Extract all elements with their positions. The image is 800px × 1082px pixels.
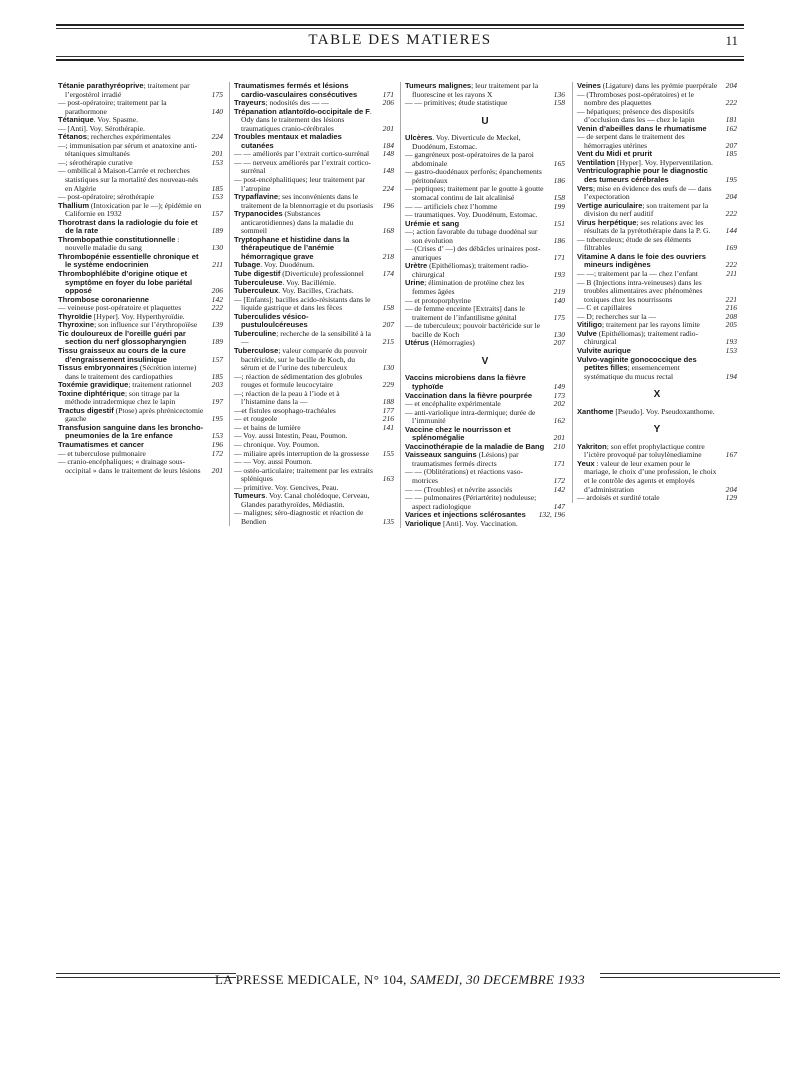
- index-entry-page: 174: [382, 269, 394, 279]
- index-entry-text: —; réaction de la peau à l’iode et à l’histamine dans la —: [234, 388, 340, 407]
- index-entry: [405, 228, 565, 245]
- index-entry-page: 211: [726, 269, 737, 279]
- index-entry: [58, 407, 223, 424]
- index-entry-page: 208: [725, 311, 737, 321]
- index-entry-page: 132, 196: [538, 510, 565, 520]
- index-entry: [234, 390, 394, 407]
- index-entry: [234, 313, 394, 330]
- index-entry-text: Tissus embryonnaires (Sécrétion interne) dans le traitement des cardiopathies: [58, 363, 197, 381]
- index-entry-page: 157: [211, 354, 223, 364]
- index-entry-text: Tuberculose; valeur comparée du pouvoir bactéricide, sur le bacille de Koch, du sérum et de l’urine des tuberculeux: [234, 345, 368, 373]
- index-entry: [234, 133, 394, 150]
- index-entry-text: — — Voy. aussi Poumon.: [234, 457, 313, 467]
- index-entry-text: —; immunisation par sérum et anatoxine anti-tétaniques simultanés: [58, 140, 198, 159]
- index-entry: [405, 374, 565, 391]
- index-entry: [58, 390, 223, 407]
- index-entry: [405, 185, 565, 202]
- index-entry: [405, 262, 565, 279]
- index-entry-page: 148: [382, 149, 394, 159]
- index-entry-text: Vaccinothérapie de la maladie de Bang: [405, 441, 545, 451]
- footer-journal: LA PRESSE MEDICALE,: [214, 972, 361, 987]
- index-entry: [234, 193, 394, 210]
- index-entry-page: 193: [553, 269, 565, 279]
- index-entry-text: Thrombose coronarienne: [58, 294, 149, 304]
- index-entry-page: 186: [553, 235, 565, 245]
- index-entry-page: 172: [553, 475, 565, 485]
- index-entry-text: — de serpent dans le traitement des hémorragies utérines: [577, 132, 685, 150]
- index-entry-page: 153: [211, 157, 223, 167]
- index-entry-text: Thorotrast dans la radiologie du foie et de la rate: [58, 217, 198, 236]
- index-entry-text: Vaccins microbiens dans la fièvre typhoïde: [405, 373, 526, 391]
- index-entry-text: Thyroïdie [Hyper]. Voy. Hyperthyroïdie.: [58, 311, 185, 321]
- index-entry-page: 144: [725, 226, 737, 236]
- index-entry-text: Tubage. Voy. Duodénum.: [234, 260, 315, 270]
- index-entry: [405, 322, 565, 339]
- index-entry: [58, 330, 223, 347]
- index-entry-text: — D; recherches sur la —: [577, 311, 657, 321]
- index-entry-page: 204: [725, 81, 737, 90]
- index-entry-text: Varices et injections sclérosantes: [405, 510, 526, 520]
- index-entry-text: Vertige auriculaire; son traitement par la division du nerf auditif: [577, 200, 709, 219]
- index-entry: [234, 108, 394, 134]
- index-entry-text: —; réaction de sédimentation des globules rouges et formule leucocytaire: [234, 371, 363, 390]
- index-entry-text: Vitiligo; traitement par les rayons limite: [577, 320, 700, 330]
- index-entry-text: Trépanation atlantoïdo-occipitale de F. Ody dans le traitement des lésions traumatiques cranio-cérébrales: [234, 106, 372, 133]
- index-entry-page: 171: [553, 458, 565, 468]
- index-entry-text: — [Enfants]; bacilles acido-résistants dans le liquide gastrique et dans les fèces: [234, 294, 371, 313]
- index-entry-page: 196: [211, 439, 223, 449]
- index-entry: [577, 108, 737, 125]
- index-entry-text: Vulvo-vaginite gonococcique des petites filles; ensemencement systématique du mucus rectal: [577, 354, 697, 381]
- index-entry: [58, 219, 223, 236]
- index-entry-page: 169: [725, 243, 737, 253]
- index-entry-page: 195: [211, 414, 223, 424]
- index-entry-page: 162: [553, 416, 565, 426]
- index-entry: [577, 202, 737, 219]
- index-entry-text: — cranio-encéphaliques; « drainage sous-occipital » dans le traitement de leurs lésions: [58, 457, 201, 475]
- index-entry: [58, 236, 223, 253]
- index-entry-page: 201: [553, 433, 565, 443]
- index-entry: [405, 134, 565, 151]
- index-entry: [405, 99, 565, 108]
- index-entry: [405, 168, 565, 185]
- index-entry: [577, 356, 737, 382]
- index-entry-text: — et protoporphyrine: [405, 295, 471, 305]
- index-entry-text: Vulve (Epithéliomas); traitement radio-chirurgical: [577, 328, 699, 347]
- index-entry-page: 153: [725, 345, 737, 355]
- index-entry-text: Toxémie gravidique; traitement rationnel: [58, 380, 192, 390]
- index-entry: [405, 409, 565, 426]
- index-entry: [405, 339, 565, 348]
- index-entry-text: Tissu graisseux au cours de la cure d’engraissement insulinique: [58, 345, 186, 364]
- index-entry-page: 201: [211, 149, 223, 159]
- index-entry-text: — — primitives; étude statistique: [405, 98, 508, 108]
- index-entry-page: 222: [211, 303, 223, 313]
- index-entry-page: 153: [211, 192, 223, 202]
- index-entry-text: — — artificiels chez l’homme: [405, 201, 498, 211]
- index-entry-text: — C et capillaires: [577, 303, 632, 313]
- index-entry-page: 175: [553, 312, 565, 322]
- index-entry-page: 219: [553, 287, 565, 297]
- index-entry-page: 158: [553, 98, 565, 108]
- index-entry-page: 147: [553, 501, 565, 511]
- footer-number: N° 104,: [364, 972, 407, 987]
- index-entry: [234, 210, 394, 236]
- index-entry-text: — tuberculeux; étude de ses éléments filtrables: [577, 234, 692, 253]
- index-entry-text: Tuberculine; recherche de la sensibilité à la —: [234, 328, 371, 347]
- index-entry-text: — miliaire après interruption de la grossesse: [234, 448, 369, 458]
- index-entry-page: 216: [382, 414, 394, 424]
- index-entry-text: — ombilical à Maison-Carrée et recherches statistiques sur la mortalité des nouveau-nés en Algérie: [58, 166, 199, 193]
- index-entry-text: Xanthome [Pseudo]. Voy. Pseudoxanthome.: [577, 406, 715, 416]
- index-entry-page: 202: [553, 399, 565, 409]
- index-entry: [58, 347, 223, 364]
- index-entry-text: — anti-variolique intra-dermique; durée de l’immunité: [405, 407, 536, 426]
- index-entry-text: Thrombophlébite d’origine otique et symptôme en foyer du lobe pariétal opposé: [58, 269, 193, 296]
- index-entry: [405, 151, 565, 168]
- index-entry-text: Thallium (Intoxication par le —); épidémie en Californie en 1932: [58, 200, 202, 219]
- index-entry-page: 201: [211, 465, 223, 475]
- index-entry: [58, 424, 223, 441]
- page-number: 11: [725, 33, 738, 48]
- index-entry-text: Yakriton; son effet prophylactique contre l’ictère provoqué par toluylènediamine: [577, 441, 705, 460]
- index-entry: [577, 330, 737, 347]
- index-entry-page: 215: [382, 337, 394, 347]
- index-entry-text: Tumeurs malignes; leur traitement par la fluorescine et les rayons X: [405, 81, 539, 99]
- index-entry-page: 207: [553, 338, 565, 348]
- index-entry: [58, 99, 223, 116]
- index-columns: [58, 82, 748, 762]
- index-entry-page: 224: [382, 183, 394, 193]
- index-entry: [234, 159, 394, 176]
- index-entry-page: 201: [382, 123, 394, 133]
- index-entry-page: 172: [211, 448, 223, 458]
- index-entry-page: 158: [382, 303, 394, 313]
- index-entry-text: Variolique [Anti]. Voy. Vaccination.: [405, 518, 518, 528]
- index-entry-page: 207: [725, 140, 737, 150]
- index-entry-page: 140: [553, 295, 565, 305]
- index-entry-page: 130: [211, 243, 223, 253]
- index-entry-page: 173: [553, 390, 565, 400]
- index-entry-text: — hépatiques; présence des dispositifs d’occlusion dans les — chez le lapin: [577, 106, 695, 125]
- index-entry-page: 130: [553, 329, 565, 339]
- index-entry-text: — Voy. aussi Intestin, Peau, Poumon.: [234, 431, 348, 441]
- page-title: TABLE DES MATIERES: [308, 32, 492, 48]
- index-entry-page: 171: [553, 252, 565, 262]
- index-entry-text: Vitamine A dans le foie des ouvriers mineurs indigènes: [577, 251, 706, 270]
- index-entry: [577, 279, 737, 305]
- index-entry-page: 158: [553, 193, 565, 203]
- section-letter: V: [481, 355, 489, 367]
- index-entry-text: Tumeurs. Voy. Canal cholédoque, Cerveau, Glandes parathyroïdes, Médiastin.: [234, 491, 370, 509]
- index-entry: [234, 236, 394, 262]
- index-entry-page: 157: [211, 209, 223, 219]
- index-entry-page: 188: [382, 397, 394, 407]
- index-entry-text: Tuberculeuse. Voy. Bacillémie.: [234, 277, 337, 287]
- index-entry-text: — post-opératoire; traitement par la parathormone: [58, 98, 167, 116]
- index-entry-text: —; action favorable du tubage duodénal sur son évolution: [405, 227, 538, 245]
- index-column-4: [572, 82, 737, 503]
- index-entry: [234, 492, 394, 509]
- index-column-2: [229, 82, 394, 526]
- index-entry-page: 136: [553, 89, 565, 99]
- index-entry-text: Urémie et sang: [405, 218, 460, 228]
- index-entry-page: 151: [553, 218, 565, 228]
- index-entry-page: 135: [382, 516, 394, 526]
- index-entry-text: — gastro-duodénaux perforés; épanchements péritonéaux: [405, 167, 542, 185]
- index-entry: [577, 253, 737, 270]
- index-entry-text: — — (Oblitérations) et réactions vaso-motrices: [405, 467, 523, 485]
- index-entry-text: — (Thromboses post-opératoires) et le nombre des plaquettes: [577, 89, 694, 108]
- index-entry-page: 129: [725, 493, 737, 503]
- index-entry-page: 210: [553, 441, 565, 451]
- index-entry-page: 168: [382, 226, 394, 236]
- index-entry: [577, 185, 737, 202]
- index-entry: [405, 245, 565, 262]
- index-entry-page: 222: [725, 260, 737, 270]
- index-entry-page: 222: [725, 98, 737, 108]
- index-entry-text: Virus herpétique; ses relations avec les résultats de la pyrétothérapie dans la P. G.: [577, 217, 711, 236]
- index-entry: [234, 347, 394, 373]
- index-entry-page: 204: [725, 484, 737, 494]
- index-entry-text: Vulvite aurique: [577, 345, 631, 355]
- index-entry-text: — — améliorés par l’extrait cortico-surrénal: [234, 149, 370, 159]
- index-entry: [58, 202, 223, 219]
- index-entry: [234, 176, 394, 193]
- index-entry: [58, 82, 223, 99]
- header-rule-top-thin: [56, 28, 744, 29]
- index-entry: [577, 167, 737, 184]
- index-entry-text: — gangréneux post-opératoires de la paroi abdominale: [405, 150, 534, 168]
- index-entry-page: 177: [382, 405, 394, 415]
- index-entry-text: — et tuberculose pulmonaire: [58, 448, 146, 458]
- index-entry-text: — ardoisés et surdité totale: [577, 493, 660, 503]
- index-entry: [577, 408, 737, 417]
- index-entry-text: Tractus digestif (Ptose) après phrénicectomie gauche: [58, 405, 204, 424]
- index-entry: [234, 82, 394, 99]
- index-entry-text: Tétanie parathyréoprive; traitement par l’ergostérol irradié: [58, 81, 190, 99]
- section-letter: Y: [653, 424, 661, 436]
- index-entry-text: —; sérothérapie curative: [58, 157, 133, 167]
- index-entry-text: Trypanocides (Substances anticarotidiennes) dans la maladie du sommeil: [234, 209, 354, 236]
- index-entry-page: 206: [382, 98, 394, 108]
- page-footer: [0, 972, 800, 988]
- index-entry-text: Yeux : valeur de leur examen pour le mariage, le choix d’une profession, le choix et le contrôle des agents et employés d’administration: [577, 458, 717, 494]
- index-entry-page: 148: [382, 166, 394, 176]
- index-entry-page: 149: [553, 381, 565, 391]
- index-entry-text: Tic douloureux de l’oreille guéri par section du nerf glossopharyngien: [58, 328, 187, 347]
- index-entry-text: — [Anti]. Voy. Sérothérapie.: [58, 123, 145, 133]
- index-entry-text: — peptiques; traitement par le goutte à goutte stomacal continu de lait alcalinisé: [405, 184, 544, 203]
- index-entry-page: 193: [725, 337, 737, 347]
- index-entry-text: — de tuberculeux; pouvoir bactéricide sur le bacille de Koch: [405, 321, 540, 339]
- index-entry-page: 142: [211, 294, 223, 304]
- index-entry-text: — et encéphalite expérimentale: [405, 399, 501, 409]
- index-entry: [405, 468, 565, 485]
- index-entry: [58, 142, 223, 159]
- index-entry-page: 206: [211, 286, 223, 296]
- index-entry-page: 185: [725, 149, 737, 159]
- index-entry: [58, 270, 223, 296]
- index-entry: [405, 494, 565, 511]
- index-entry-page: 139: [211, 320, 223, 330]
- index-entry-text: Traumatismes et cancer: [58, 439, 144, 449]
- index-entry: [58, 253, 223, 270]
- index-entry-page: 203: [211, 380, 223, 390]
- index-entry-page: 171: [382, 89, 394, 99]
- index-entry-page: 194: [725, 371, 737, 381]
- section-letter: U: [481, 115, 489, 127]
- index-entry-page: 229: [382, 380, 394, 390]
- index-entry-text: — post-encéphalitiques; leur traitement par l’atropine: [234, 175, 366, 193]
- index-entry-text: — veineuse post-opératoire et plaquettes: [58, 303, 182, 313]
- index-entry: [405, 426, 565, 443]
- index-entry-page: 221: [725, 294, 737, 304]
- index-entry-text: — — (Troubles) et névrite associés: [405, 484, 513, 494]
- index-entry-text: Thrombopathie constitutionnelle : nouvelle maladie du sang: [58, 234, 180, 253]
- index-entry: [405, 451, 565, 468]
- index-entry-text: Vaccination dans la fièvre pourprée: [405, 390, 533, 400]
- index-entry-text: — et bains de lumière: [234, 422, 301, 432]
- header-rule-bottom: [56, 56, 744, 57]
- index-entry: [234, 467, 394, 484]
- index-entry-page: 205: [725, 320, 737, 330]
- index-entry: [405, 520, 565, 529]
- index-entry-text: Vers; mise en évidence des œufs de — dans l’expectoration: [577, 183, 712, 202]
- index-entry: [577, 236, 737, 253]
- index-entry-text: Tube digestif (Diverticule) professionnel: [234, 269, 364, 279]
- index-entry-page: 155: [382, 448, 394, 458]
- index-entry-text: Veines (Ligature) dans les pyémie puerpérale: [577, 81, 718, 90]
- index-entry: [405, 305, 565, 322]
- index-entry-text: Ventriculographie pour le diagnostic des tumeurs cérébrales: [577, 166, 708, 185]
- index-entry-page: 140: [211, 106, 223, 116]
- index-entry-page: 162: [725, 123, 737, 133]
- index-entry: [234, 509, 394, 526]
- index-entry-page: 153: [211, 431, 223, 441]
- index-entry-text: — —; traitement par la — chez l’enfant: [577, 269, 698, 279]
- index-entry-page: 197: [211, 397, 223, 407]
- index-entry: [577, 443, 737, 460]
- index-entry-text: Ulcères. Voy. Diverticule de Meckel, Duodénum, Estomac.: [405, 133, 521, 151]
- index-entry-text: — post-opératoire; sérothérapie: [58, 192, 154, 202]
- index-entry: [234, 373, 394, 390]
- header-rule-top: [56, 24, 744, 26]
- index-entry: [58, 458, 223, 475]
- index-column-3: [400, 82, 565, 528]
- index-entry: [234, 296, 394, 313]
- index-entry-page: 216: [725, 303, 737, 313]
- index-entry-text: — — nerveux améliorés par l’extrait cortico-surrénal: [234, 157, 372, 176]
- index-entry-text: Vaccine chez le nourrisson et splénomégalie: [405, 424, 511, 443]
- header-rule-bottom-thick: [56, 59, 744, 61]
- index-entry: [234, 330, 394, 347]
- index-entry-text: Tuberculeux. Voy. Bacilles, Crachats.: [234, 286, 354, 296]
- index-entry-text: — primitive. Voy. Gencives, Peau.: [234, 482, 339, 492]
- index-entry-text: Transfusion sanguine dans les broncho-pneumonies de la 1re enfance: [58, 422, 204, 441]
- index-entry-page: 186: [553, 175, 565, 185]
- index-entry: [577, 219, 737, 236]
- index-entry-page: 185: [211, 183, 223, 193]
- index-entry-page: 184: [382, 140, 394, 150]
- index-entry-page: 189: [211, 337, 223, 347]
- index-entry: [577, 494, 737, 503]
- index-entry-text: Tryptophane et histidine dans la thérapeutique de l’anémie hémorragique grave: [234, 234, 350, 261]
- index-entry-page: 167: [725, 450, 737, 460]
- index-entry-text: — B (Injections intra-veineuses) dans les troubles alimentaires avec phénomènes toxiques chez les nourrissons: [577, 277, 703, 304]
- index-entry-text: —et fistules œsophago-trachéales: [234, 405, 336, 415]
- index-entry-text: Venin d’abeilles dans le rhumatisme: [577, 123, 707, 133]
- index-entry-page: 218: [382, 251, 394, 261]
- index-entry-text: Traumatismes fermés et lésions cardio-vasculaires consécutives: [234, 81, 358, 99]
- index-entry-text: Vent du Midi et prurit: [577, 149, 653, 159]
- section-letter: X: [653, 389, 661, 401]
- index-entry-page: 142: [553, 484, 565, 494]
- index-entry-text: Tuberculides vésico-pustuloulcéreuses: [234, 311, 309, 330]
- index-entry-page: 204: [725, 192, 737, 202]
- index-entry-text: Troubles mentaux et maladies cutanées: [234, 132, 342, 150]
- index-entry-page: 130: [382, 363, 394, 373]
- index-entry-page: 222: [725, 209, 737, 219]
- index-entry-text: Tétanos; recherches expérimentales: [58, 132, 171, 142]
- index-entry: [577, 91, 737, 108]
- index-entry-text: Thyroxine; son influence sur l’érythropoïèse: [58, 320, 198, 330]
- index-entry-text: — ostéo-articulaire; traitement par les extraits spléniques: [234, 465, 373, 484]
- index-entry-text: Trayeurs; nodosités des — —: [234, 98, 329, 108]
- index-entry-page: 175: [211, 89, 223, 99]
- index-entry: [405, 82, 565, 99]
- index-entry: [577, 133, 737, 150]
- index-entry-text: Ventilation [Hyper]. Voy. Hyperventilation.: [577, 157, 713, 167]
- index-entry: [58, 167, 223, 193]
- index-entry-page: 163: [382, 474, 394, 484]
- index-entry-text: Urine; élimination de protéine chez les femmes âgées: [405, 278, 525, 297]
- index-entry-page: 211: [212, 260, 223, 270]
- index-entry-page: 165: [553, 158, 565, 168]
- index-entry-text: — — pulmonaires (Périartérite) noduleuse; aspect radiologique: [405, 493, 537, 511]
- index-entry-text: Tétanique. Voy. Spasme.: [58, 115, 138, 125]
- index-entry: [405, 279, 565, 296]
- index-entry-text: Toxine diphtérique; son titrage par la méthode intradermique chez le lapin: [58, 388, 180, 407]
- index-entry-text: Trypaflavine; ses inconvénients dans le traitement de la blennorragie et du psoriasis: [234, 192, 374, 210]
- index-entry-text: Utérus (Hémorragies): [405, 338, 475, 348]
- index-entry-text: — malignes; séro-diagnostic et réaction de Bendien: [234, 508, 364, 526]
- index-entry-text: Thrombopénie essentielle chronique et le système endocrinien: [58, 251, 199, 270]
- index-entry-page: 181: [725, 115, 737, 125]
- index-entry-page: 189: [211, 226, 223, 236]
- index-entry-text: — (Crises d’ —) des débâcles urinaires post-anuriques: [405, 244, 541, 262]
- index-entry: [577, 460, 737, 494]
- index-entry-text: — chronique. Voy. Poumon.: [234, 439, 320, 449]
- index-entry-text: — de femme enceinte [Extraits] dans le traitement de l’infantilisme génital: [405, 304, 525, 322]
- index-entry-page: 207: [382, 320, 394, 330]
- index-entry-page: 224: [211, 132, 223, 142]
- index-entry-text: — et rougeole: [234, 414, 278, 424]
- index-entry-text: Urètre (Epithéliomas); traitement radio-chirurgical: [405, 261, 529, 279]
- index-entry-page: 185: [211, 371, 223, 381]
- index-column-1: [58, 82, 223, 475]
- index-entry-page: 141: [382, 422, 394, 432]
- index-entry: [58, 364, 223, 381]
- index-entry-page: 196: [382, 200, 394, 210]
- index-entry-text: — traumatiques. Voy. Duodénum, Estomac.: [405, 210, 538, 220]
- index-entry-page: 195: [725, 175, 737, 185]
- index-entry-text: Vaisseaux sanguins (Lésions) par traumatismes fermés directs: [405, 450, 519, 468]
- index-entry-page: 199: [553, 201, 565, 211]
- footer-date: SAMEDI, 30 DECEMBRE 1933: [410, 972, 585, 987]
